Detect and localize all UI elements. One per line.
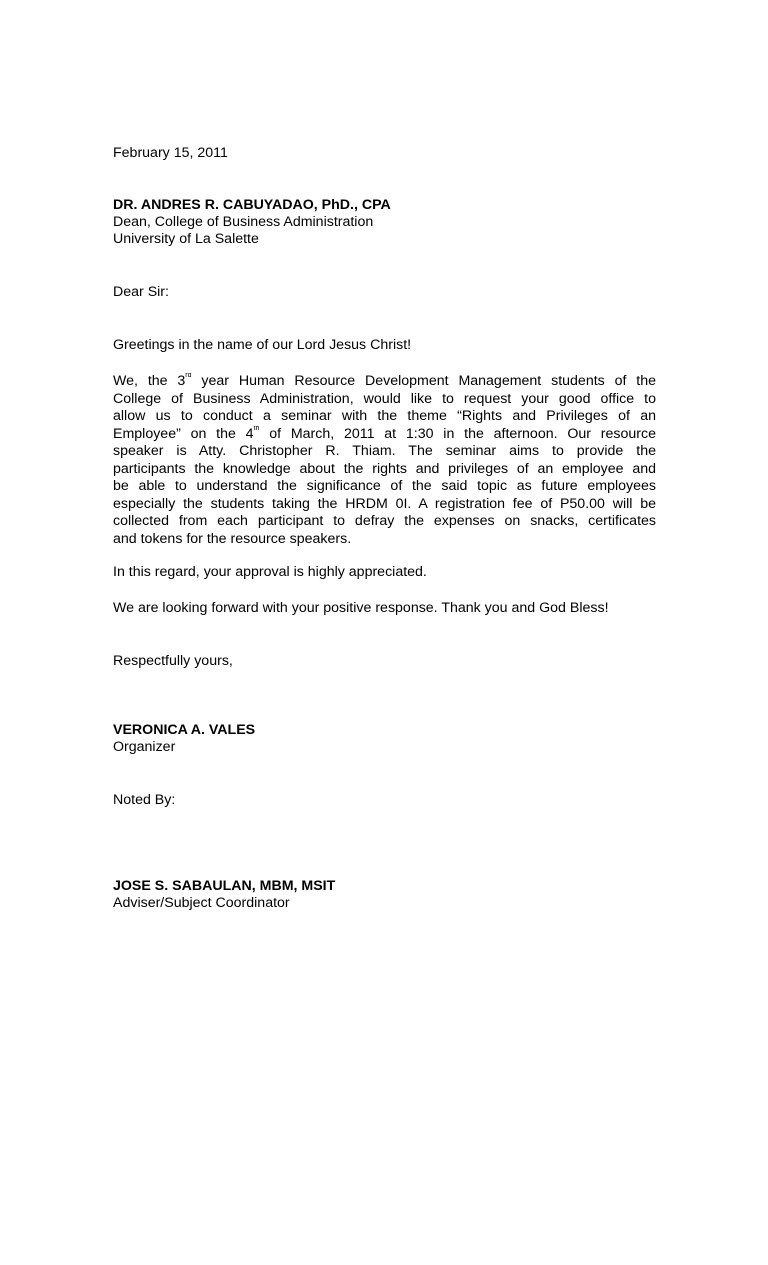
ordinal-suffix: th xyxy=(253,425,260,432)
organizer-name: VERONICA A. VALES xyxy=(113,722,256,738)
valediction: Respectfully yours, xyxy=(113,653,233,669)
letter-page xyxy=(113,0,656,1265)
recipient-name: DR. ANDRES R. CABUYADAO, PhD., CPA xyxy=(113,197,391,213)
approval-line: In this regard, your approval is highly appreciated. xyxy=(113,564,427,580)
closing-line: We are looking forward with your positive response. Thank you and God Bless! xyxy=(113,600,609,616)
recipient-institution: University of La Salette xyxy=(113,231,259,247)
ordinal-suffix: rd xyxy=(185,373,192,380)
adviser-name: JOSE S. SABAULAN, MBM, MSIT xyxy=(113,878,336,894)
body-line: allow us to conduct a seminar with the theme “Rights and Privileges of an xyxy=(113,408,656,424)
body-line: and tokens for the resource speakers. xyxy=(113,530,352,547)
body-line: Employee” on the 4th of March, 2011 at 1:30 in the afternoon. Our resource xyxy=(113,425,656,442)
body-line: We, the 3rd year Human Resource Development Management students of the xyxy=(113,373,656,389)
organizer-role: Organizer xyxy=(113,739,176,755)
recipient-title: Dean, College of Business Administration xyxy=(113,214,374,230)
body-line: College of Business Administration, would like to request your good office to xyxy=(113,390,656,407)
greeting: Greetings in the name of our Lord Jesus Christ! xyxy=(113,337,412,353)
noted-by-label: Noted By: xyxy=(113,792,176,808)
adviser-role: Adviser/Subject Coordinator xyxy=(113,895,290,911)
letter-date: February 15, 2011 xyxy=(113,145,228,161)
body-paragraph xyxy=(113,373,656,548)
body-line: especially the students taking the HRDM 0I. A registration fee of P50.00 will be xyxy=(113,495,656,512)
body-line: collected from each participant to defray the expenses on snacks, certificates xyxy=(113,513,656,529)
salutation: Dear Sir: xyxy=(113,284,169,300)
body-line: speaker is Atty. Christopher R. Thiam. The seminar aims to provide the xyxy=(113,443,656,459)
body-line: participants the knowledge about the rights and privileges of an employee and xyxy=(113,460,656,477)
body-line: be able to understand the significance of the said topic as future employees xyxy=(113,478,656,494)
